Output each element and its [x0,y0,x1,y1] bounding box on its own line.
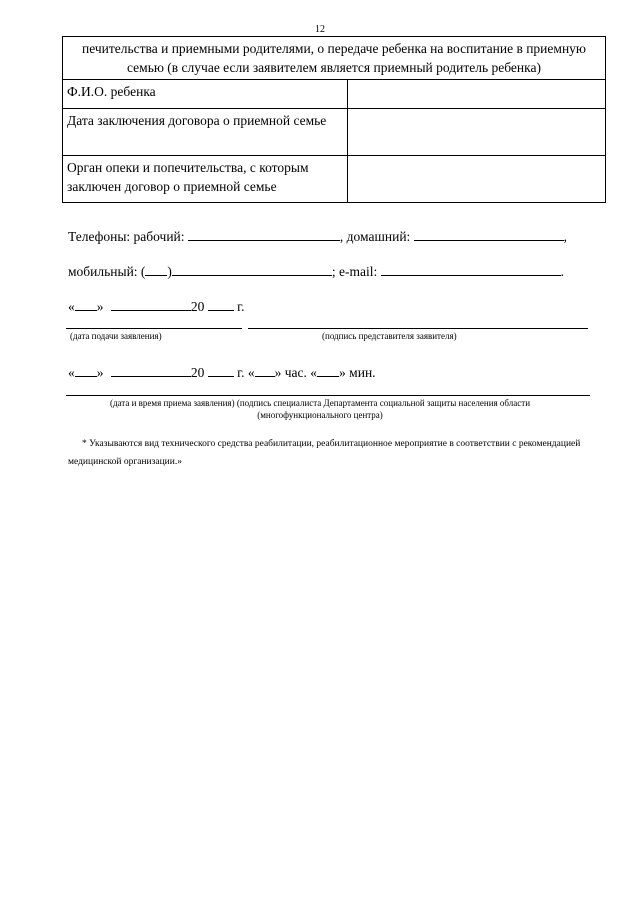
footnote: * Указываются вид технического средства реабилитации, реабилитационное мероприятие в соответствии с рекомендацией медицинской организации.» [68,439,581,467]
year-field[interactable] [208,296,234,311]
mobile-email-line [68,261,564,280]
year-prefix: 20 [190,299,205,314]
receipt-caption-line2: (многофункционального центра) [257,410,383,420]
child-name-field[interactable] [348,80,606,109]
child-info-table [62,36,606,203]
close-quote: » [96,299,104,314]
year-suffix: г. « [237,365,255,380]
mobile-phone-field[interactable] [172,261,332,276]
open-quote: « [68,299,75,314]
applicant-signature-rule[interactable] [248,328,588,329]
day-field[interactable] [75,296,97,311]
date-signature-rule [66,328,242,329]
year-prefix: 20 [190,365,205,380]
work-phone-field[interactable] [188,226,340,241]
receipt-day-field[interactable] [75,362,97,377]
application-date-line [68,296,245,315]
email-field[interactable] [381,261,561,276]
email-label: ; e-mail: [331,264,378,279]
mobile-label: мобильный: ( [68,264,146,279]
table-continuation-text: печительства и приемными родителями, о передаче ребенка на воспитание в приемную семью (в случае если заявителем является приемный родитель ребенка) [63,37,606,80]
guardianship-body-field[interactable] [348,156,606,203]
mobile-close-paren: ) [167,264,172,279]
period-text: . [560,264,565,279]
page-number: 12 [315,24,325,35]
mobile-code-field[interactable] [145,261,167,276]
work-phone-label: Телефоны: рабочий: [68,229,185,244]
receipt-year-field[interactable] [208,362,234,377]
open-quote: « [68,365,75,380]
receipt-month-field[interactable] [111,362,191,377]
guardianship-body-label: Орган опеки и попечительства, с которым заключен договор о приемной семье [63,156,348,203]
hours-label: » час. « [274,365,318,380]
date-caption: (дата подачи заявления) [70,331,162,341]
receipt-hour-field[interactable] [255,362,275,377]
close-quote: » [96,365,104,380]
receipt-caption-line1: (дата и время приема заявления) (подпись специалиста Департамента социальной защиты населения области [109,398,531,408]
year-suffix: г. [237,299,245,314]
month-field[interactable] [111,296,191,311]
signature-caption: (подпись представителя заявителя) [322,331,457,341]
contract-date-field[interactable] [348,109,606,156]
comma-text: , [563,229,568,244]
receipt-signature-rule[interactable] [66,395,590,396]
table-row [63,109,606,156]
minutes-label: » мин. [339,365,376,380]
child-name-label: Ф.И.О. ребенка [63,80,348,109]
contract-date-label: Дата заключения договора о приемной семье [63,109,348,156]
home-phone-field[interactable] [414,226,564,241]
phones-line [68,226,567,245]
receipt-minute-field[interactable] [317,362,339,377]
table-row [63,80,606,109]
receipt-datetime-line [68,362,376,381]
home-phone-label: , домашний: [339,229,411,244]
table-row [63,156,606,203]
